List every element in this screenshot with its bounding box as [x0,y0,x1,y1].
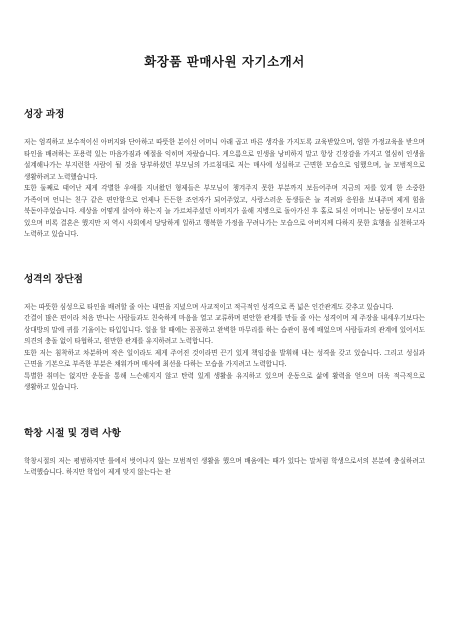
section-personality [24,273,425,394]
section-body [24,302,425,394]
paragraph: 학창시절의 저는 평범하지만 틀에서 벗어나지 않는 모범적인 생활을 했으며 배움에는 때가 있다는 말처럼 학생으로서의 본분에 충실하려고 노력했습니다. 하지만 학업이 제게 맞지 않는다는 판 [24,456,425,476]
paragraph: 저는 따뜻한 심성으로 타인을 배려할 줄 아는 내면을 지녔으며 사교적이고 적극적인 성격으로 폭 넓은 인간관계도 갖추고 있습니다. [24,302,394,311]
section-heading: 학창 시절 및 경력 사항 [24,427,121,439]
section-body [24,137,425,241]
paragraph: 특별한 취미는 없지만 운동을 통해 느슨해지지 않고 탄력 있게 생활을 유지하고 있으며 운동으로 삶에 활력을 얻으며 더욱 적극적으로 생활하고 있습니다. [24,371,425,391]
section-growth-process [24,108,425,241]
paragraph: 간결이 많은 편이라 처음 만나는 사람들과도 친숙하게 마음을 열고 교류하며 편안한 관계를 만들 줄 아는 성격이며 제 주장을 내세우기보다는 상대방의 말에 귀를 기울이는 타입입니다. 일을 할 때에는 꼼꼼하고 완벽한 마무리를 하는 습관이 몸에 배었으며 사람들과의 관계에 있어서도 의견의 충돌 없이 타협하고, 원만한 관계를 유지하려고 노력합니다. [24,314,425,345]
document-title: 화장품 판매사원 자기소개서 [144,54,305,69]
paragraph: 또한 둘째로 태어난 제게 각별한 우애를 지녀왔던 형제들은 부모님이 챙겨주지 못한 부분까지 보듬어주며 지금의 저를 있게 한 소중한 가족이며 언니는 친구 같은 편안함으로 언제나 든든한 조언자가 되어주었고, 사랑스러운 동생들은 늘 격려와 응원을 보내주며 제게 힘을 북돋아주었습니다. 세상을 어떻게 살아야 하는지 늘 가르쳐주셨던 아버지가 올해 지병으로 돌아가신 후 홀로 되신 어머니는 남동생이 모시고 있으며 비록 결혼은 했지만 저 역시 사회에서 당당하게 일하고 행복한 가정을 꾸려나가는 모습으로 아버지께 다하지 못한 효행을 실천하고자 노력하고 있습니다. [24,184,425,238]
section-heading: 성장 과정 [24,109,65,120]
paragraph: 저는 엄격하고 보수적이신 아버지와 단아하고 따뜻한 분이신 어머니 아래 곱고 바른 생각을 가지도록 교육받았으며, 엄한 가정교육을 받으며 타인을 배려하는 포용력 있는 마음가짐과 예절을 익히며 자랐습니다. 게으름으로 인생을 낭비하지 말고 항상 긴장감을 가지고 열심히 인생을 설계해나가는 부지런한 사람이 될 것을 당부하셨던 부모님의 가르침대로 저는 매사에 성실하고 근면한 모습으로 임했으며, 늘 모범적으로 생활하려고 노력했습니다. [24,138,425,181]
section-school-career [24,427,425,479]
section-heading: 성격의 장단점 [24,273,83,285]
paragraph: 또한 저는 침착하고 차분하며 작은 일이라도 제게 주어진 것이라면 끈기 있게 책임감을 발휘해 내는 성격을 갖고 있습니다. 그리고 성실과 근면을 기본으로 부족한 부분은 채워가며 매사에 최선을 다하는 모습을 가지려고 노력합니다. [24,348,425,368]
section-body [24,456,425,479]
